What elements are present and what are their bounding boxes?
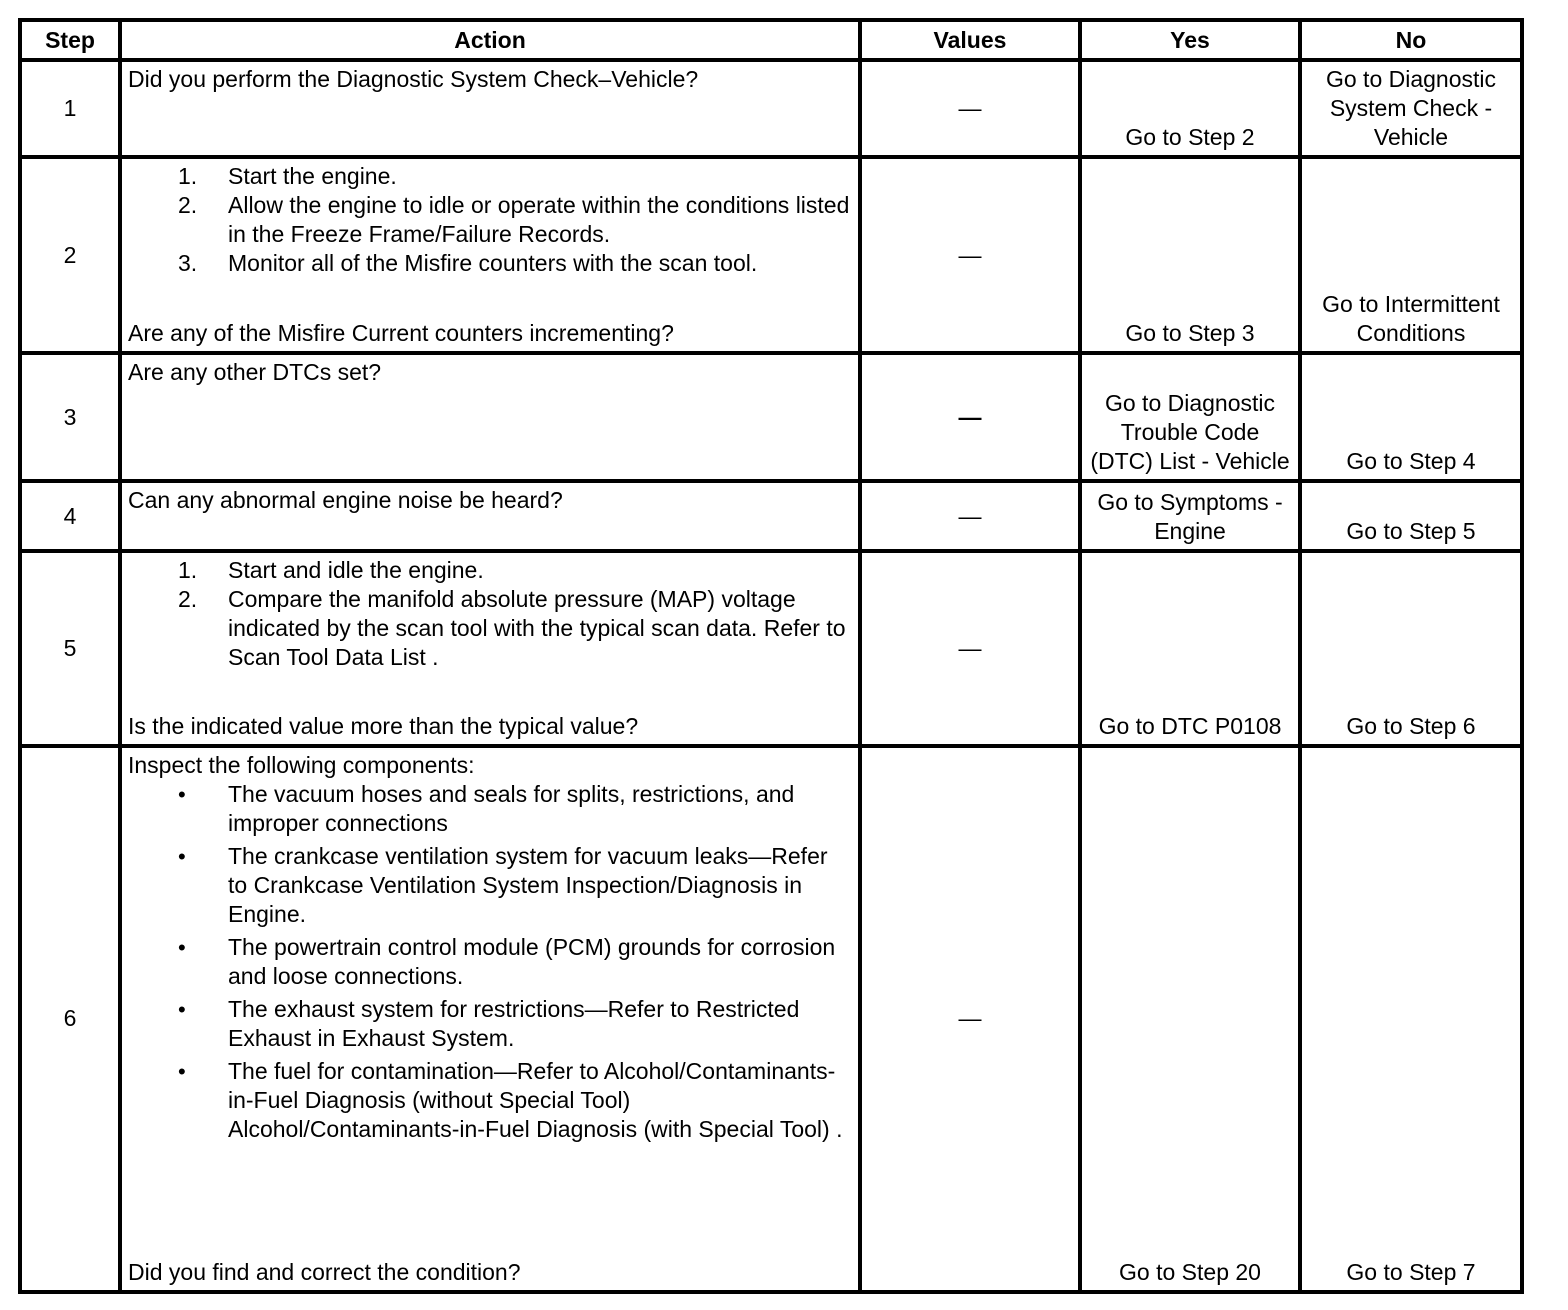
step-number: 3 [20, 353, 120, 481]
header-values: Values [860, 20, 1080, 60]
substep-text: Compare the manifold absolute pressure (MAP) voltage indicated by the scan tool with the typical scan data. Refer to Scan Tool Data List . [228, 586, 846, 671]
substep-text: Monitor all of the Misfire counters with the scan tool. [228, 250, 758, 277]
action-cell [120, 353, 860, 481]
action-intro: Inspect the following components: [128, 751, 475, 778]
bullet: • [178, 996, 186, 1022]
list-item [128, 191, 852, 249]
substep-text: Allow the engine to idle or operate within the conditions listed in the Freeze Frame/Failure Records. [228, 192, 850, 248]
no-cell: Go to Step 4 [1300, 353, 1522, 481]
no-cell: Go to Step 7 [1300, 746, 1522, 1292]
values-cell: — [860, 60, 1080, 157]
step-number: 6 [20, 746, 120, 1292]
component-list [128, 780, 852, 1144]
list-item [128, 556, 852, 585]
action-cell [120, 60, 860, 157]
table-row-step-4 [20, 481, 1522, 551]
yes-cell: Go to Step 3 [1080, 157, 1300, 353]
component-text: The powertrain control module (PCM) grounds for corrosion and loose connections. [228, 933, 836, 989]
table-row-step-3 [20, 353, 1522, 481]
substep-number: 3. [178, 250, 198, 277]
header-action: Action [120, 20, 860, 60]
bullet: • [178, 843, 186, 869]
action-cell [120, 551, 860, 745]
substep-number: 1. [178, 163, 198, 190]
substep-number: 1. [178, 557, 198, 584]
yes-cell: Go to Symptoms - Engine [1080, 481, 1300, 551]
list-item [128, 1057, 852, 1144]
no-cell: Go to Step 5 [1300, 481, 1522, 551]
yes-cell: Go to Step 2 [1080, 60, 1300, 157]
action-question: Did you perform the Diagnostic System Check–Vehicle? [128, 66, 699, 92]
action-question: Are any other DTCs set? [128, 359, 382, 386]
list-item [128, 842, 852, 929]
yes-cell: Go to Step 20 [1080, 746, 1300, 1292]
values-cell: — [860, 746, 1080, 1292]
bullet: • [178, 781, 186, 807]
no-cell: Go to Step 6 [1300, 551, 1522, 745]
no-cell: Go to Diagnostic System Check - Vehicle [1300, 60, 1522, 157]
substep-list [128, 162, 852, 278]
bullet: • [178, 1058, 186, 1084]
table-row-step-6 [20, 746, 1522, 1292]
list-item [128, 249, 852, 278]
step-number: 4 [20, 481, 120, 551]
substep-number: 2. [178, 192, 198, 219]
header-no: No [1300, 20, 1522, 60]
bullet: • [178, 934, 186, 960]
action-question: Are any of the Misfire Current counters incrementing? [128, 320, 674, 347]
substep-list [128, 556, 852, 672]
values-cell: — [860, 353, 1080, 481]
no-cell: Go to Intermittent Conditions [1300, 157, 1522, 353]
action-cell [120, 481, 860, 551]
values-cell: — [860, 481, 1080, 551]
table-row-step-2 [20, 157, 1522, 353]
values-cell: — [860, 551, 1080, 745]
action-question: Can any abnormal engine noise be heard? [128, 487, 563, 514]
step-number: 2 [20, 157, 120, 353]
table-row-step-1 [20, 60, 1522, 157]
substep-text: Start the engine. [228, 163, 397, 190]
yes-cell: Go to Diagnostic Trouble Code (DTC) List - Vehicle [1080, 353, 1300, 481]
list-item [128, 585, 852, 672]
list-item [128, 933, 852, 991]
list-item [128, 995, 852, 1053]
action-question: Did you find and correct the condition? [128, 1259, 521, 1285]
component-text: The vacuum hoses and seals for splits, restrictions, and improper connections [228, 780, 795, 836]
header-yes: Yes [1080, 20, 1300, 60]
action-question: Is the indicated value more than the typical value? [128, 712, 639, 739]
values-cell: — [860, 157, 1080, 353]
header-step: Step [20, 20, 120, 60]
action-cell [120, 746, 860, 1292]
yes-cell: Go to DTC P0108 [1080, 551, 1300, 745]
component-text: The fuel for contamination—Refer to Alcohol/Contaminants-in-Fuel Diagnosis (without Special Tool) Alcohol/Contaminants-in-Fuel Diagnosis (with Special Tool) . [228, 1057, 843, 1142]
diagnostic-table [18, 18, 1524, 1294]
substep-text: Start and idle the engine. [228, 557, 484, 584]
component-text: The exhaust system for restrictions—Refer to Restricted Exhaust in Exhaust System. [228, 995, 800, 1051]
list-item [128, 780, 852, 838]
action-cell [120, 157, 860, 353]
step-number: 1 [20, 60, 120, 157]
header-row [20, 20, 1522, 60]
substep-number: 2. [178, 586, 198, 613]
list-item [128, 162, 852, 191]
table-row-step-5 [20, 551, 1522, 745]
component-text: The crankcase ventilation system for vacuum leaks—Refer to Crankcase Ventilation System Inspection/Diagnosis in Engine. [228, 842, 828, 927]
step-number: 5 [20, 551, 120, 745]
